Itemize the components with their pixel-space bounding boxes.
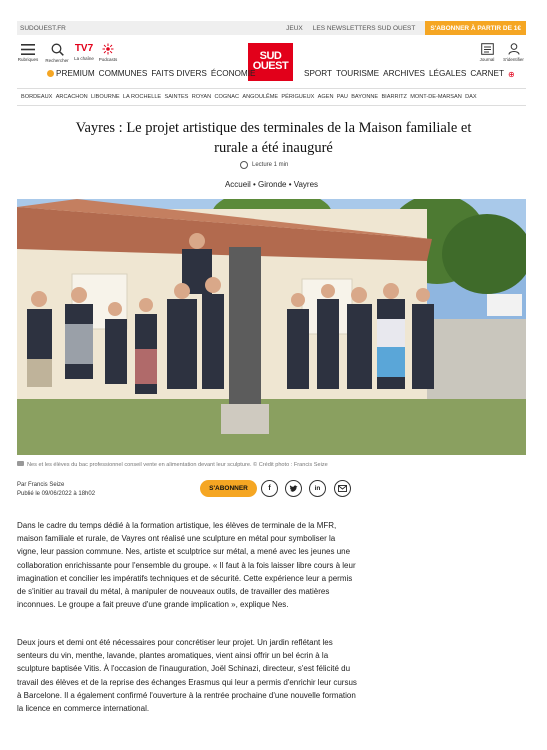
clock-icon [240, 161, 248, 169]
nav-premium-label: PREMIUM [56, 69, 95, 78]
journal-label: Journal [479, 57, 495, 62]
share-twitter-button[interactable] [285, 480, 302, 497]
city-link[interactable]: BORDEAUX [21, 94, 53, 100]
newspaper-icon [481, 43, 494, 55]
identifier-label: S'identifier [503, 57, 524, 62]
city-link[interactable]: SAINTES [164, 94, 189, 100]
hamburger-icon [21, 44, 35, 55]
article-paragraph-2: Deux jours et demi ont été nécessaires pour concrétiser leur projet. Un jardin reflétant les senteurs du vin, menthe, lavande, plantes aromatiques, vient ainsi offrir un bel écrin à la sculpture baptisée Vitis. À l'occasion de l'inauguration, Joël Schinazi, directeur, s'est félicité du travail des élèves et de la reprise des échanges Erasmus qui leur a permis d'enrichir leur cursus à Barcelone. Il a également confirmé l'ouverture à la rentrée prochaine d'une nouvelle formation la licence en commerce international. [17, 638, 357, 714]
city-link[interactable]: LA ROCHELLE [122, 94, 162, 100]
city-link[interactable]: BAYONNE [351, 94, 379, 100]
read-time-label: Lecture 1 min [252, 162, 289, 168]
login-button[interactable] [501, 43, 526, 62]
podcasts-label: Podcasts [98, 57, 118, 62]
topbar-subscribe-button[interactable]: S'ABONNER À PARTIR DE 1€ [425, 21, 526, 35]
search-icon [51, 43, 64, 56]
main-nav-right [304, 69, 515, 79]
logo-line-2: OUEST [252, 60, 289, 72]
subscribe-button[interactable]: S'ABONNER [200, 480, 257, 497]
nav-sport[interactable]: SPORT [304, 69, 333, 78]
rechercher-label: Rechercher [45, 58, 69, 63]
nav-tourisme[interactable]: TOURISME [336, 69, 380, 78]
email-icon [338, 485, 347, 492]
main-nav-left [47, 69, 255, 78]
nav-legales[interactable]: LÉGALES [429, 69, 467, 78]
premium-icon [47, 70, 54, 77]
top-utility-bar [17, 21, 526, 35]
share-linkedin-button[interactable] [309, 480, 326, 497]
twitter-icon [289, 485, 298, 493]
rubriques-menu-button[interactable] [17, 44, 39, 62]
podcast-icon [102, 43, 114, 55]
photo-caption-text: Nes et les élèves du bac professionnel conseil vente en alimentation devant leur sculpture. © Crédit photo : Francis Seize [27, 462, 328, 468]
city-subnav [17, 88, 526, 106]
share-facebook-button[interactable] [261, 480, 278, 497]
tv7-logo: TV7 [74, 43, 94, 54]
publish-date: Publié le 09/06/2022 à 18h02 [17, 491, 96, 497]
article-photo-illustration [17, 199, 526, 455]
city-link[interactable]: COGNAC [214, 94, 240, 100]
rubriques-label: Rubriques [17, 57, 39, 62]
nav-carnet[interactable]: CARNET [470, 69, 504, 78]
article-title: Vayres : Le projet artistique des terminales de la Maison familiale et rurale a été inauguré [75, 120, 472, 156]
search-button[interactable] [43, 43, 71, 63]
journal-link[interactable] [478, 43, 496, 62]
user-icon [508, 43, 520, 55]
city-link[interactable]: DAX [465, 94, 477, 100]
tv7-sublabel: La chaîne [74, 56, 94, 61]
city-link[interactable]: ROYAN [191, 94, 212, 100]
facebook-icon: f [268, 485, 271, 492]
nav-communes[interactable]: COMMUNES [98, 69, 148, 78]
city-link[interactable]: MONT-DE-MARSAN [410, 94, 462, 100]
city-link[interactable]: ARCACHON [55, 94, 88, 100]
city-link[interactable]: BIARRITZ [381, 94, 407, 100]
city-link[interactable]: ANGOULÊME [242, 94, 279, 100]
share-email-button[interactable] [334, 480, 351, 497]
city-link[interactable]: PAU [336, 94, 348, 100]
article-paragraph-1: Dans le cadre du temps dédié à la formation artistique, les élèves de terminale de la MFR, maison familiale et rurale, de Vayres ont réalisé une sculpture en métal pour symboliser la vigne, leur passion commune. Nes, artiste et sculptrice sur métal, a mené avec les jeunes une collaboration enrichissante pour l'ensemble du groupe. « Il faut à la fois laisser libre cours à leur imagination et concilier les impératifs techniques et de sécurité. Cette expérience leur a permis de s'initier au travail du métal, à manipuler de nouveaux outils, de travailler des matières inconnues. Le groupe a fait preuve d'une grande implication », explique Nes. [17, 521, 356, 610]
topbar-link-jeux[interactable]: JEUX [286, 24, 303, 32]
city-link[interactable]: PÉRIGUEUX [281, 94, 315, 100]
nav-faits-divers[interactable]: FAITS DIVERS [151, 69, 207, 78]
read-time [240, 161, 288, 169]
topbar-link-newsletters[interactable]: LES NEWSLETTERS SUD OUEST [312, 24, 416, 32]
city-link[interactable]: LIBOURNE [91, 94, 120, 100]
podcasts-link[interactable] [97, 43, 119, 62]
breadcrumb[interactable]: Accueil • Gironde • Vayres [224, 180, 319, 189]
site-name[interactable]: SUDOUEST.FR [20, 24, 66, 32]
nav-premium[interactable] [47, 69, 95, 78]
nav-more-icon[interactable]: ⊕ [508, 70, 515, 79]
logo-line-1: SUD [259, 50, 282, 62]
author-block [17, 481, 95, 499]
tv7-link[interactable] [73, 43, 95, 61]
article-photo [17, 199, 526, 455]
photo-caption [17, 461, 526, 468]
linkedin-icon: in [314, 485, 321, 492]
nav-archives[interactable]: ARCHIVES [383, 69, 425, 78]
author-name[interactable]: Par Francis Seize [17, 482, 65, 488]
city-link[interactable]: AGEN [317, 94, 334, 100]
nav-economie[interactable]: ÉCONOMIE [210, 69, 256, 78]
camera-icon [17, 461, 24, 466]
